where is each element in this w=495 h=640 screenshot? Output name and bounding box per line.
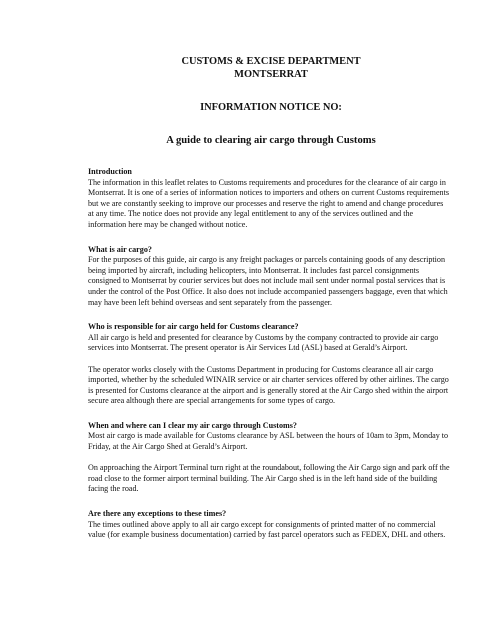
section-paragraph: All air cargo is held and presented for clearance by Customs by the company contracted to provide air cargo services into Montserrat. The present operator is Air Services Ltd (ASL) based at Gerald’s Airport. [88,332,439,353]
section-paragraph: On approaching the Airport Terminal turn right at the roundabout, following the Air Cargo sign and park off the road close to the former airport terminal building. The Air Cargo shed is in the left hand side of the building facing the road. [88,463,450,494]
document-title: A guide to clearing air cargo through Customs [166,134,376,146]
section-introduction [88,167,451,231]
department-name: CUSTOMS & EXCISE DEPARTMENT [181,56,361,67]
section-paragraph: The information in this leaflet relates to Customs requirements and procedures for the clearance of air cargo in Montserrat. It is one of a series of information notices to importers and others on current Customs requirements but we are constantly seeking to improve our processes and reserve the right to amend and change procedures at any time. The notice does not provide any legal entitlement to any of the services outlined and the information here may be changed without notice. [88,177,449,229]
section-responsibility [88,322,451,407]
section-exceptions [88,509,451,541]
section-paragraph: The operator works closely with the Customs Department in producing for Customs clearance all air cargo imported, whether by the scheduled WINAIR service or air charter services offered by other airlines. The cargo is presented for Customs clearance at the airport and is generally stored at the Air Cargo shed within the airport secure area although there are special arrangements for some types of cargo. [88,364,449,406]
country-name: MONTSERRAT [234,68,308,80]
section-heading: Introduction [88,167,132,176]
section-heading: Are there any exceptions to these times? [88,509,227,519]
department-heading [91,56,451,81]
section-when-and-where [88,421,451,495]
section-paragraph: The times outlined above apply to all air cargo except for consignments of printed matter of no commercial value (for example business documentation) carried by fast parcel operators such as FEDEX, DHL and others. [88,519,446,540]
section-paragraph: Most air cargo is made available for Customs clearance by ASL between the hours of 10am to 3pm, Monday to Friday, at the Air Cargo Shed at Gerald’s Airport. [88,431,449,452]
section-paragraph: For the purposes of this guide, air cargo is any freight packages or parcels containing goods of any description being imported by aircraft, including helicopters, into Montserrat. It includes fast parcel consignments consigned to Montserrat by courier services but does not include mail sent under normal postal services that is under the control of the Post Office. It also does not include accompanied passengers baggage, even that which may have been left behind overseas and sent separately from the passenger. [88,255,448,307]
section-heading: When and where can I clear my air cargo through Customs? [88,420,297,430]
section-what-is-air-cargo [88,245,451,309]
section-heading: What is air cargo? [88,244,152,254]
notice-number: INFORMATION NOTICE NO: [200,102,342,113]
section-heading: Who is responsible for air cargo held for Customs clearance? [88,322,299,332]
